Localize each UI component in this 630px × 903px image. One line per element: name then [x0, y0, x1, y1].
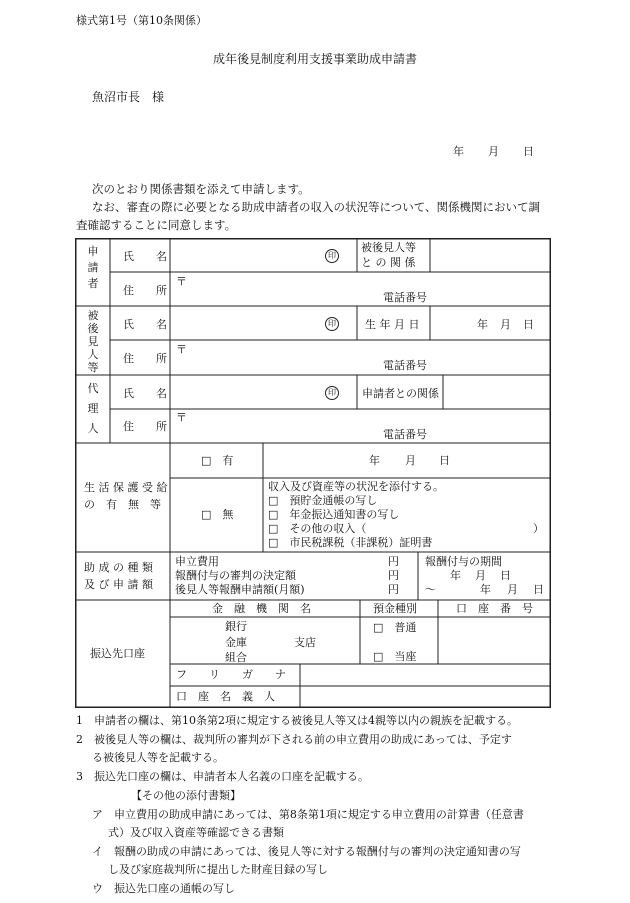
attachment-a-line2: 式）及び収入資産等確認できる書類 — [108, 826, 284, 839]
page-title: 成年後見制度利用支援事業助成申請書 — [212, 52, 417, 66]
date-month-label: 月 — [488, 145, 499, 158]
attachment-c: ウ 振込先口座の通帳の写し — [92, 882, 235, 895]
welfare-year-label: 年 — [369, 454, 380, 467]
welfare-label-2: の 有 無 等 — [84, 498, 161, 511]
subsidy-period-day: 日 — [500, 569, 511, 582]
agent-relation-label: 申請者との関係 — [362, 387, 439, 400]
note-2a: 2 被後見人等の欄は、裁判所の審判が下される前の申立費用の助成にあっては、予定す — [76, 733, 512, 746]
applicant-address-label: 住 所 — [123, 284, 167, 297]
applicant-name-label: 氏 名 — [123, 250, 167, 263]
subsidy-yen-3: 円 — [388, 583, 399, 596]
subsidy-period-year-2: 年 — [480, 583, 491, 596]
welfare-income-note: 収入及び資産等の状況を添付する。 — [268, 480, 444, 493]
ward-birth-label: 生 年 月 日 — [365, 318, 420, 331]
bank-account-number-header: 口 座 番 号 — [456, 602, 533, 615]
bank-branch-label: 支店 — [294, 636, 316, 649]
ward-name-label: 氏 名 — [123, 318, 167, 331]
agent-postal-mark: 〒 — [176, 411, 187, 424]
bank-type-shinkin: 金庫 — [225, 636, 247, 649]
ward-phone-label: 電話番号 — [383, 359, 427, 372]
intro-line-1: 次のとおり関係書類を添えて申請します。 — [92, 182, 310, 196]
welfare-item-other-income[interactable]: □ その他の収入（ — [268, 522, 367, 535]
ward-address-label: 住 所 — [123, 352, 167, 365]
intro-line-3: 査確認することに同意します。 — [76, 218, 237, 232]
subsidy-period-tilde: ～ — [425, 583, 436, 596]
ward-birth-month: 月 — [500, 318, 511, 331]
welfare-no-checkbox[interactable]: □ 無 — [201, 508, 234, 521]
bank-type-bank: 銀行 — [225, 620, 247, 633]
note-2b: る被後見人等を記載する。 — [92, 751, 224, 764]
agent-group-label: 代理人 — [87, 382, 99, 435]
subsidy-row-filing-cost: 申立費用 — [175, 555, 219, 568]
applicant-postal-mark: 〒 — [176, 275, 187, 288]
bank-institution-header: 金 融 機 関 名 — [212, 602, 311, 615]
subsidy-period-month: 月 — [475, 569, 486, 582]
bank-account-holder-label: 口 座 名 義 人 — [176, 690, 275, 703]
ward-birth-day: 日 — [523, 318, 534, 331]
ward-birth-year: 年 — [477, 318, 488, 331]
attachment-b-line2: し及び家庭裁判所に提出した財産目録の写し — [108, 863, 328, 876]
agent-seal-mark: 印 — [325, 386, 339, 400]
subsidy-period-label: 報酬付与の期間 — [425, 555, 502, 568]
attachment-a-line1: ア 申立費用の助成申請にあっては、第8条第1項に規定する申立費用の計算書（任意書 — [92, 808, 524, 821]
addressee: 魚沼市長 様 — [92, 90, 165, 104]
welfare-month-label: 月 — [405, 454, 416, 467]
application-table — [75, 238, 551, 708]
subsidy-period-month-2: 月 — [507, 583, 518, 596]
welfare-item-pension[interactable]: □ 年金振込通知書の写し — [268, 508, 400, 521]
subsidy-yen-2: 円 — [388, 569, 399, 582]
applicant-group-label: 申請者 — [87, 245, 99, 290]
attachment-b-line1: イ 報酬の助成の申請にあっては、後見人等に対する報酬付与の審判の決定通知書の写 — [92, 845, 521, 858]
bank-deposit-type-header: 預金種別 — [373, 602, 417, 615]
applicant-phone-label: 電話番号 — [383, 291, 427, 304]
bank-type-union: 組合 — [225, 651, 247, 664]
deposit-ordinary-checkbox[interactable]: □ 普通 — [373, 621, 417, 634]
subsidy-period-year: 年 — [450, 569, 461, 582]
subsidy-row-monthly-fee: 後見人等報酬申請額(月額) — [175, 583, 305, 596]
attachments-title: 【その他の添付書類】 — [131, 789, 241, 802]
applicant-seal-mark: 印 — [325, 249, 339, 263]
subsidy-period-day-2: 日 — [533, 583, 544, 596]
date-year-label: 年 — [453, 145, 464, 158]
welfare-yes-checkbox[interactable]: □ 有 — [201, 454, 234, 467]
agent-name-label: 氏 名 — [123, 387, 167, 400]
welfare-day-label: 日 — [439, 454, 450, 467]
agent-phone-label: 電話番号 — [383, 428, 427, 441]
subsidy-yen-1: 円 — [388, 555, 399, 568]
note-1: 1 申請者の欄は、第10条第2項に規定する被後見人等又は4親等以内の親族を記載する。 — [76, 714, 518, 727]
welfare-item-tax-certificate[interactable]: □ 市民税課税（非課税）証明書 — [268, 536, 433, 549]
welfare-item-savings[interactable]: □ 預貯金通帳の写し — [268, 494, 378, 507]
form-number: 様式第1号（第10条関係） — [76, 14, 207, 27]
ward-group-label: 被後見人等 — [87, 309, 99, 374]
ward-seal-mark: 印 — [325, 317, 339, 331]
bank-furigana-label: フ リ ガ ナ — [176, 668, 286, 681]
bank-section-label: 振込先口座 — [90, 647, 145, 660]
deposit-current-checkbox[interactable]: □ 当座 — [373, 650, 417, 663]
intro-line-2: なお、審査の際に必要となる助成申請者の収入の状況等について、関係機関において調 — [92, 200, 541, 214]
applicant-relation-label-1: 被後見人等 — [361, 241, 416, 254]
subsidy-label-1: 助 成 の 種 類 — [84, 561, 153, 574]
welfare-label-1: 生 活 保 護 受 給 — [84, 481, 168, 494]
subsidy-label-2: 及 び 申 請 額 — [84, 578, 153, 591]
date-day-label: 日 — [523, 145, 534, 158]
note-3: 3 振込先口座の欄は、申請者本人名義の口座を記載する。 — [76, 770, 369, 783]
agent-address-label: 住 所 — [123, 420, 167, 433]
subsidy-row-award-amount: 報酬付与の審判の決定額 — [175, 569, 296, 582]
ward-postal-mark: 〒 — [176, 343, 187, 356]
applicant-relation-label-2: と の 関 係 — [361, 256, 416, 269]
welfare-other-close: ） — [533, 522, 544, 535]
